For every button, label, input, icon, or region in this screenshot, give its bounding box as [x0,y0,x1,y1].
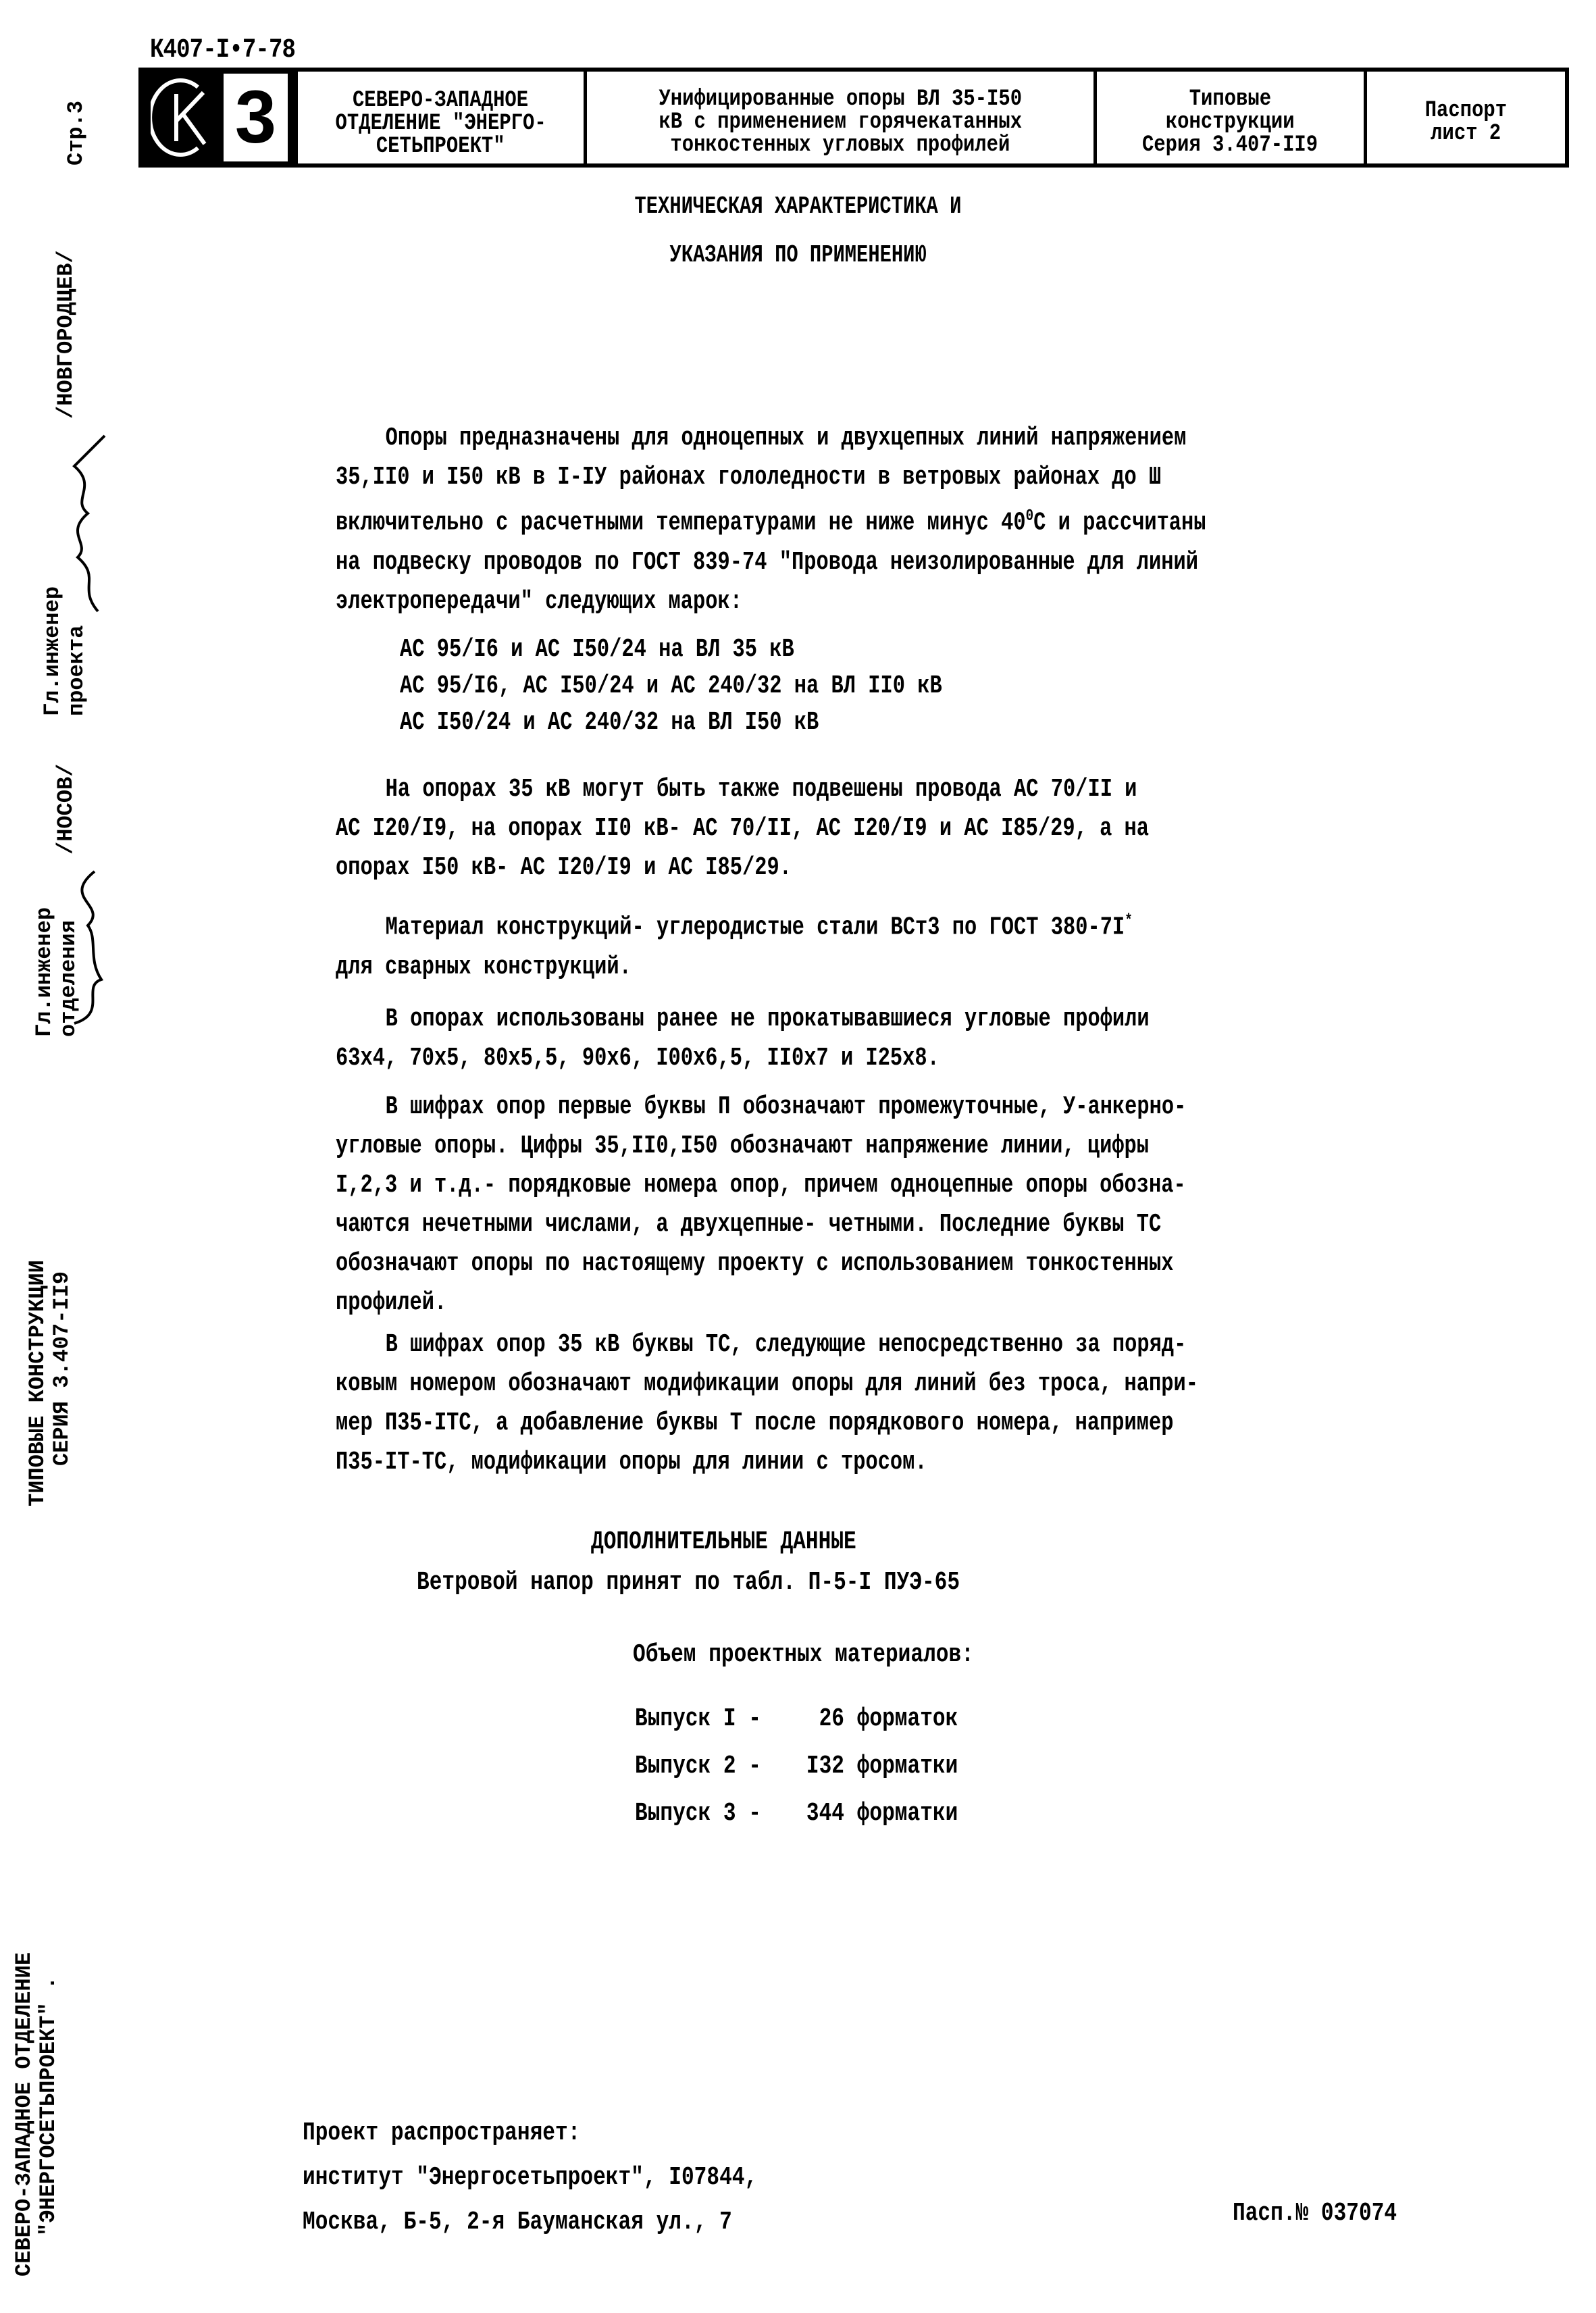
additional-data-title: ДОПОЛНИТЕЛЬНЫЕ ДАННЫЕ [591,1527,856,1556]
org-line: СЕВЕРО-ЗАПАДНОЕ [353,88,529,113]
stamp-line: СЕВЕРО-ЗАПАДНОЕ ОТДЕЛЕНИЕ [11,1952,36,2277]
text-line: 63х4, 70х5, 80х5,5, 90х6, I00х6,5, II0х7 и I25х8. [336,1044,939,1073]
chief-department-engineer-name: /НОСОВ/ [53,763,78,855]
distributor-block [303,2111,857,2245]
paragraph-additional-wires [336,770,1430,888]
series-stamp [26,1260,74,1506]
text-line: институт "Энергосетьпроект", I07844, [303,2163,758,2192]
volume-row: Выпуск 2 - I32 форматки [635,1752,958,1781]
text-line: для сварных конструкций. [336,952,632,982]
text-line: Москва, Б-5, 2-я Бауманская ул., 7 [303,2208,732,2237]
passport-number: Пасп.№ 037074 [1233,2199,1397,2228]
text-line: Материал конструкций- углеродистые стали ВСт3 по ГОСТ 380-7I* [385,912,1133,942]
role-line: Гл.инженер [40,586,65,716]
volume-title: Объем проектных материалов: [633,1640,974,1669]
list-item: АС I50/24 и АС 240/32 на ВЛ I50 кВ [400,708,819,737]
text-line: чаются нечетными числами, а двухцепные- четными. Последние буквы ТС [336,1210,1162,1239]
paragraph-codes [336,1088,1430,1323]
stamp-line: ТИПОВЫЕ КОНСТРУКЦИИ [25,1260,50,1506]
text-line: П35-IТ-ТС, модификации опоры для линии с тросом. [336,1448,927,1477]
organization-stamp [12,1952,61,2277]
text-line: I,2,3 и т.д.- порядковые номера опор, причем одноцепные опоры обозна- [336,1171,1186,1200]
text-line: на подвеску проводов по ГОСТ 839-74 "Провода неизолированные для линий [336,547,1199,577]
signature-icon [34,858,108,1027]
text-line: Опоры предназначены для одноцепных и двухцепных линий напряжением [385,424,1187,453]
ck-logo-icon [151,74,218,161]
series-line: конструкции [1166,109,1295,135]
title-line: Унифицированные опоры ВЛ 35-I50 [659,86,1022,112]
text-line: включительно с расчетными температурами не ниже минус $40^0С$ и рассчитаны [336,507,1206,538]
logo-digit: 3 [224,74,288,161]
list-item: АС 95/I6 и АС I50/24 на ВЛ 35 кВ [400,635,794,664]
series-info [1097,72,1367,163]
project-title [587,72,1097,163]
stamp-line: СЕРИЯ 3.407-II9 [49,1271,74,1466]
organization-name [298,72,587,163]
sheet-info [1367,72,1565,163]
role-line: отделения [56,920,81,1037]
wind-pressure-note: Ветровой напор принят по табл. П-5-I ПУЭ-65 [417,1568,960,1597]
section-heading: УКАЗАНИЯ ПО ПРИМЕНЕНИЮ [669,241,927,269]
text-line: электропередачи" следующих марок: [336,586,743,616]
paragraph-modifications [336,1325,1430,1482]
text-line: Проект распространяет: [303,2118,581,2147]
text-line: угловые опоры. Цифры 35,II0,I50 обозначают напряжение линии, цифры [336,1132,1150,1161]
role-line: проекта [64,625,89,716]
paragraph-profiles [336,1000,1430,1078]
title-line: тонкостенных угловых профилей [670,132,1010,158]
series-line: Типовые [1189,86,1272,112]
text-line: В шифрах опор 35 кВ буквы ТС, следующие непосредственно за поряд- [385,1330,1187,1359]
series-line: Серия 3.407-II9 [1142,132,1318,158]
text-line: 35,II0 и I50 кВ в I-IУ районах гололедности в ветровых районах до Ш [336,463,1162,492]
org-line: СЕТЬПРОЕКТ" [376,134,505,159]
paragraph-purpose [336,419,1430,621]
organization-logo [143,72,298,163]
volume-row: Выпуск 3 - 344 форматки [635,1799,958,1828]
chief-project-engineer-name: /НОВГОРОДЦЕВ/ [53,250,78,419]
volume-list [635,1696,1029,1837]
text-line: опорах I50 кВ- АС I20/I9 и АС I85/29. [336,853,792,882]
text-line: В шифрах опор первые буквы П обозначают промежуточные, У-анкерно- [385,1092,1187,1121]
sheet-line: Паспорт [1424,98,1508,124]
text-line: мер П35-IТС, а добавление буквы Т после порядкового номера, например [336,1408,1174,1438]
text-line: На опорах 35 кВ могут быть также подвешены провода АС 70/II и [385,775,1137,804]
title-line: кВ с применением горячекатанных [659,109,1022,135]
paragraph-material [336,902,1430,987]
text-line: В опорах использованы ранее не прокатывавшиеся угловые профили [385,1005,1150,1034]
sheet-line: лист 2 [1431,121,1501,147]
text-line: АС I20/I9, на опорах II0 кВ- АС 70/II, АС I20/I9 и АС I85/29, а на [336,814,1150,843]
text-line: ковым номером обозначают модификации опоры для линий без троса, напри- [336,1369,1199,1398]
signature-icon [37,432,111,615]
wire-grades-list [400,632,1077,741]
text-line: обозначают опоры по настоящему проекту с использованием тонкостенных [336,1249,1174,1278]
stamp-line: "ЭНЕРГОСЕТЬПРОЕКТ" . [36,1976,61,2236]
org-line: ОТДЕЛЕНИЕ "ЭНЕРГО- [335,111,546,136]
text-line: профилей. [336,1288,447,1317]
volume-row: Выпуск I - 26 форматок [635,1704,958,1733]
section-heading: ТЕХНИЧЕСКАЯ ХАРАКТЕРИСТИКА И [634,193,962,220]
role-line: Гл.инженер [32,907,57,1037]
list-item: АС 95/I6, АС I50/24 и АС 240/32 на ВЛ II0 кВ [400,671,942,701]
document-code: К407-I•7-78 [150,35,296,66]
title-block [138,68,1569,168]
page-number: Стр.3 [63,100,88,166]
